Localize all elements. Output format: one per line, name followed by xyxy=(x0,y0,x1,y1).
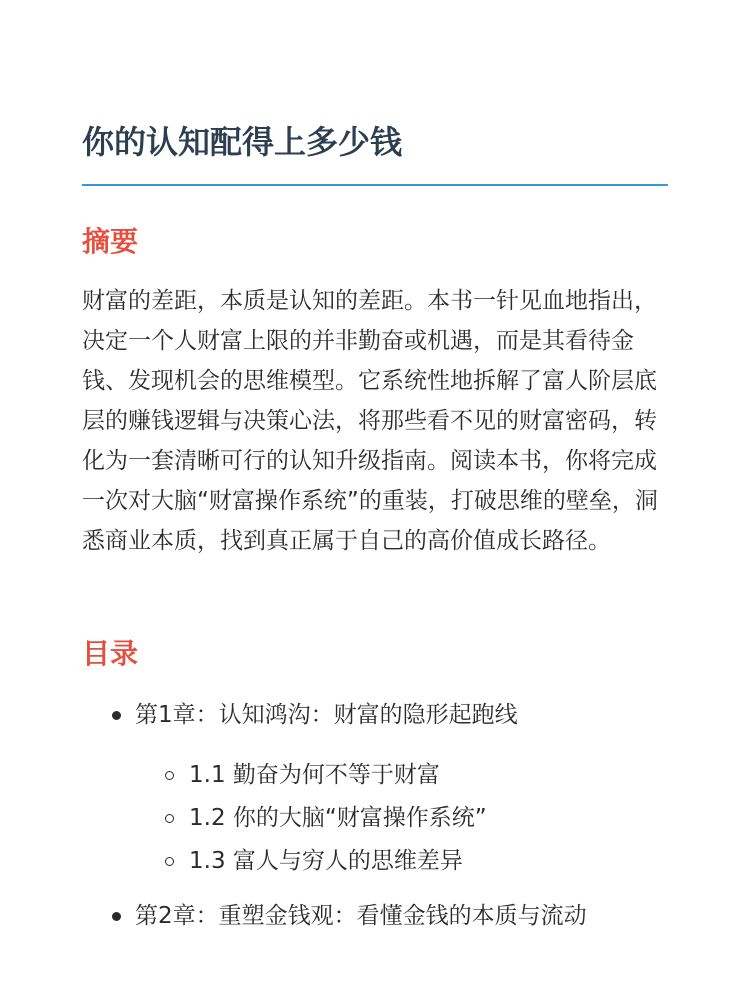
toc-section xyxy=(135,840,668,883)
toc-heading: 目录 xyxy=(82,637,139,670)
title-divider xyxy=(82,184,668,186)
toc-chapter-2 xyxy=(82,896,668,936)
bullet-circle-icon xyxy=(165,857,174,866)
chapter-label: 第2章：重塑金钱观：看懂金钱的本质与流动 xyxy=(135,903,587,929)
toc-section xyxy=(135,797,668,840)
table-of-contents xyxy=(82,695,668,936)
bullet-disc-icon xyxy=(112,711,121,720)
bullet-circle-icon xyxy=(165,771,174,780)
section-label: 1.1 勤奋为何不等于财富 xyxy=(189,762,440,788)
toc-section xyxy=(135,754,668,797)
chapter-1-sections xyxy=(135,754,668,883)
abstract-text: 财富的差距，本质是认知的差距。本书一针见血地指出，决定一个人财富上限的并非勤奋或机遇，而是其看待金钱、发现机会的思维模型。它系统性地拆解了富人阶层底层的赚钱逻辑与决策心法，将那些看不见的财富密码，转化为一套清晰可行的认知升级指南。阅读本书，你将完成一次对大脑“财富操作系统”的重装，打破思维的壁垒，洞悉商业本质，找到真正属于自己的高价值成长路径。 xyxy=(82,288,658,554)
section-label: 1.2 你的大脑“财富操作系统” xyxy=(189,805,487,831)
bullet-circle-icon xyxy=(165,814,174,823)
bullet-disc-icon xyxy=(112,912,121,921)
document-title: 你的认知配得上多少钱 xyxy=(82,123,403,161)
abstract-heading: 摘要 xyxy=(82,225,139,258)
chapter-label: 第1章：认知鸿沟：财富的隐形起跑线 xyxy=(135,702,518,728)
toc-chapter-1 xyxy=(82,695,668,883)
section-label: 1.3 富人与穷人的思维差异 xyxy=(189,848,463,874)
